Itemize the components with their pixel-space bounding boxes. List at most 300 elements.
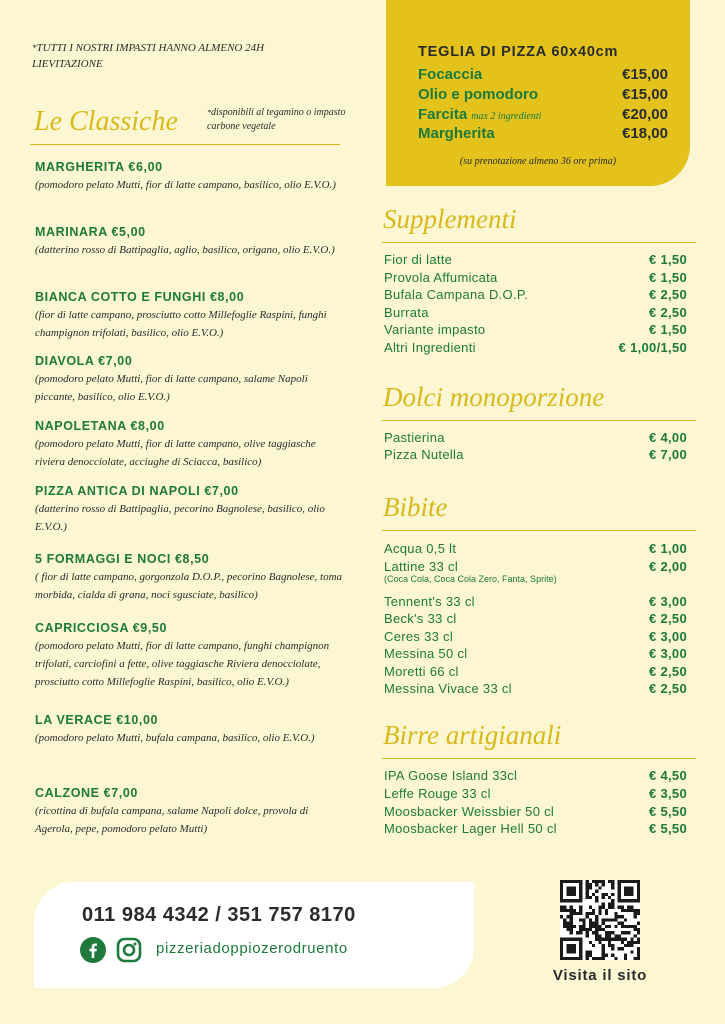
qr-module bbox=[611, 918, 614, 921]
item-name: Burrata bbox=[384, 305, 429, 320]
bibite-item bbox=[384, 629, 687, 647]
bibite-item bbox=[384, 664, 687, 682]
qr-module bbox=[598, 957, 601, 960]
dolci-item bbox=[384, 447, 687, 465]
qr-module bbox=[579, 928, 582, 931]
qr-module bbox=[598, 909, 601, 912]
qr-module bbox=[573, 925, 576, 928]
qr-module bbox=[611, 947, 614, 950]
teglia-item-note: max 2 ingredienti bbox=[471, 111, 542, 122]
qr-module bbox=[589, 912, 592, 915]
qr-module bbox=[611, 883, 614, 886]
qr-module bbox=[595, 938, 598, 941]
qr-module bbox=[634, 957, 637, 960]
qr-module bbox=[637, 957, 640, 960]
qr-module bbox=[602, 918, 605, 921]
qr-module bbox=[608, 931, 611, 934]
qr-module bbox=[586, 950, 589, 953]
item-price: € 5,50 bbox=[649, 804, 687, 819]
qr-module bbox=[589, 928, 592, 931]
qr-module bbox=[570, 928, 573, 931]
teglia-title: TEGLIA DI PIZZA 60x40cm bbox=[418, 44, 619, 60]
qr-module bbox=[618, 906, 621, 909]
qr-module bbox=[595, 957, 598, 960]
qr-module bbox=[614, 915, 617, 918]
qr-module bbox=[582, 925, 585, 928]
qr-module bbox=[614, 912, 617, 915]
pizza-item bbox=[35, 225, 345, 259]
qr-module bbox=[608, 938, 611, 941]
item-name: Tennent's 33 cl bbox=[384, 594, 475, 609]
qr-module bbox=[563, 906, 566, 909]
pizza-name: CALZONE €7,00 bbox=[35, 786, 138, 800]
qr-module bbox=[605, 909, 608, 912]
contact-box bbox=[34, 882, 474, 988]
qr-module bbox=[566, 915, 569, 918]
qr-module bbox=[592, 944, 595, 947]
item-name: Fior di latte bbox=[384, 252, 453, 267]
qr-module bbox=[586, 928, 589, 931]
qr-module bbox=[570, 906, 573, 909]
qr-module bbox=[602, 883, 605, 886]
teglia-item bbox=[418, 66, 668, 86]
qr-module bbox=[637, 931, 640, 934]
qr-module bbox=[598, 880, 601, 883]
qr-module bbox=[634, 934, 637, 937]
teglia-item-name: Focaccia bbox=[418, 66, 483, 83]
qr-module bbox=[586, 931, 589, 934]
item-price: € 4,00 bbox=[649, 430, 687, 445]
qr-module bbox=[621, 938, 624, 941]
teglia-box bbox=[386, 0, 690, 186]
teglia-item-name: Olio e pomodoro bbox=[418, 86, 538, 103]
item-name: Bufala Campana D.O.P. bbox=[384, 287, 529, 302]
qr-module bbox=[621, 909, 624, 912]
qr-module bbox=[611, 931, 614, 934]
qr-module bbox=[579, 925, 582, 928]
qr-module bbox=[608, 902, 611, 905]
facebook-icon[interactable] bbox=[80, 937, 106, 963]
qr-module bbox=[602, 896, 605, 899]
classiche-divider bbox=[30, 144, 340, 145]
qr-module bbox=[586, 880, 589, 883]
qr-module bbox=[605, 931, 608, 934]
qr-module bbox=[630, 925, 633, 928]
qr-module bbox=[602, 928, 605, 931]
qr-module bbox=[634, 928, 637, 931]
teglia-item-price: €18,00 bbox=[622, 125, 668, 142]
qr-module bbox=[595, 899, 598, 902]
qr-module bbox=[637, 954, 640, 957]
phone-numbers[interactable]: 011 984 4342 / 351 757 8170 bbox=[82, 904, 356, 926]
qr-module bbox=[563, 925, 566, 928]
qr-module bbox=[586, 896, 589, 899]
item-price: € 2,00 bbox=[649, 559, 687, 574]
item-price: € 3,00 bbox=[649, 594, 687, 609]
qr-module bbox=[611, 954, 614, 957]
classiche-title: Le Classiche bbox=[34, 106, 178, 137]
item-price: € 2,50 bbox=[649, 287, 687, 302]
item-name: Provola Affumicata bbox=[384, 270, 498, 285]
qr-module bbox=[611, 893, 614, 896]
qr-module bbox=[586, 957, 589, 960]
lattine-flavours: (Coca Cola, Coca Cola Zero, Fanta, Sprite) bbox=[384, 574, 557, 584]
dolci-title: Dolci monoporzione bbox=[383, 382, 605, 412]
qr-module bbox=[624, 909, 627, 912]
social-handle[interactable]: pizzeriadoppiozerodruento bbox=[156, 940, 348, 957]
item-name: Acqua 0,5 lt bbox=[384, 541, 457, 556]
supplementi-title: Supplementi bbox=[383, 204, 517, 234]
pizza-item bbox=[35, 354, 345, 406]
qr-module bbox=[592, 925, 595, 928]
qr-module bbox=[605, 918, 608, 921]
qr-module bbox=[573, 909, 576, 912]
item-name: Moretti 66 cl bbox=[384, 664, 459, 679]
qr-module bbox=[624, 938, 627, 941]
qr-module bbox=[618, 922, 621, 925]
qr-module bbox=[630, 909, 633, 912]
qr-module bbox=[627, 941, 630, 944]
qr-module bbox=[566, 925, 569, 928]
item-name: Variante impasto bbox=[384, 322, 486, 337]
dough-note-text: TUTTI I NOSTRI IMPASTI HANNO ALMENO 24H LIEVITAZIONE bbox=[32, 42, 265, 70]
qr-module bbox=[570, 909, 573, 912]
qr-module bbox=[618, 947, 621, 950]
qr-module bbox=[589, 925, 592, 928]
classiche-note-star: * bbox=[207, 108, 211, 117]
qr-module bbox=[566, 944, 576, 954]
qr-module bbox=[595, 883, 598, 886]
qr-module bbox=[634, 912, 637, 915]
qr-module bbox=[624, 925, 627, 928]
qr-module bbox=[608, 925, 611, 928]
qr-module bbox=[624, 931, 627, 934]
qr-module bbox=[602, 902, 605, 905]
qr-module bbox=[598, 925, 601, 928]
pizza-description: (fior di latte campano, prosciutto cotto Millefoglie Raspini, funghi champignon trifolati, basilico, olio E.V.O.) bbox=[35, 309, 327, 339]
qr-module bbox=[589, 950, 592, 953]
qr-module bbox=[586, 954, 589, 957]
pizza-item bbox=[35, 160, 345, 194]
qr-module bbox=[602, 880, 605, 883]
item-name: IPA Goose Island 33cl bbox=[384, 768, 518, 783]
supplementi-item bbox=[384, 322, 687, 340]
bibite-item bbox=[384, 594, 687, 612]
qr-module bbox=[637, 950, 640, 953]
qr-module bbox=[608, 944, 611, 947]
qr-module bbox=[579, 909, 582, 912]
qr-module bbox=[627, 909, 630, 912]
qr-module bbox=[595, 896, 598, 899]
qr-module bbox=[595, 915, 598, 918]
item-price: € 1,50 bbox=[649, 270, 687, 285]
qr-module bbox=[563, 922, 566, 925]
qr-module bbox=[630, 944, 633, 947]
teglia-item-price: €20,00 bbox=[622, 106, 668, 123]
qr-module bbox=[621, 922, 624, 925]
qr-module bbox=[602, 950, 605, 953]
item-name: Lattine 33 cl bbox=[384, 559, 459, 574]
qr-module bbox=[602, 906, 605, 909]
qr-module bbox=[605, 934, 608, 937]
qr-module bbox=[627, 944, 630, 947]
qr-module bbox=[563, 909, 566, 912]
item-price: € 7,00 bbox=[649, 447, 687, 462]
item-price: € 1,50 bbox=[649, 322, 687, 337]
qr-module bbox=[589, 906, 592, 909]
dolci-divider bbox=[382, 420, 696, 421]
qr-module bbox=[611, 880, 614, 883]
teglia-note: (su prenotazione almeno 36 ore prima) bbox=[459, 156, 617, 167]
pizza-item bbox=[35, 621, 345, 691]
qr-module bbox=[592, 880, 595, 883]
qr-module bbox=[621, 941, 624, 944]
birre-item bbox=[384, 786, 687, 804]
qr-module bbox=[618, 915, 621, 918]
qr-module bbox=[586, 893, 589, 896]
qr-module bbox=[621, 947, 624, 950]
qr-module bbox=[608, 941, 611, 944]
qr-module bbox=[598, 928, 601, 931]
qr-module bbox=[595, 880, 598, 883]
pizza-item bbox=[35, 552, 345, 604]
item-price: € 2,50 bbox=[649, 305, 687, 320]
qr-module bbox=[637, 909, 640, 912]
item-price: € 4,50 bbox=[649, 768, 687, 783]
item-price: € 2,50 bbox=[649, 664, 687, 679]
qr-module bbox=[630, 938, 633, 941]
birre-item bbox=[384, 768, 687, 786]
pizza-description: (pomodoro pelato Mutti, fior di latte campano, olive taggiasche riviera denocciolate, acciughe di Sciacca, basilico) bbox=[35, 438, 316, 468]
qr-module bbox=[608, 880, 611, 883]
qr-module bbox=[598, 938, 601, 941]
qr-module bbox=[595, 928, 598, 931]
pizza-description: (pomodoro pelato Mutti, fior di latte campano, salame Napoli piccante, basilico, olio E.V.O.) bbox=[35, 373, 308, 403]
qr-module bbox=[598, 906, 601, 909]
qr-module bbox=[595, 934, 598, 937]
teglia-item-price: €15,00 bbox=[622, 66, 668, 83]
pizza-name: PIZZA ANTICA DI NAPOLI €7,00 bbox=[35, 484, 239, 498]
pizza-name: NAPOLETANA €8,00 bbox=[35, 419, 165, 433]
qr-module bbox=[634, 925, 637, 928]
bibite-item bbox=[384, 541, 687, 559]
qr-module bbox=[570, 915, 573, 918]
qr-module bbox=[611, 902, 614, 905]
pizza-name: MARINARA €5,00 bbox=[35, 225, 146, 239]
qr-module bbox=[582, 918, 585, 921]
item-price: € 3,00 bbox=[649, 646, 687, 661]
pizza-description: (pomodoro pelato Mutti, bufala campana, basilico, olio E.V.O.) bbox=[35, 732, 315, 744]
qr-module bbox=[589, 886, 592, 889]
qr-module bbox=[630, 950, 633, 953]
bibite-item bbox=[384, 611, 687, 629]
bibite-divider bbox=[382, 530, 696, 531]
qr-module bbox=[595, 922, 598, 925]
qr-module bbox=[602, 947, 605, 950]
qr-module bbox=[589, 883, 592, 886]
qr-module bbox=[614, 934, 617, 937]
qr-module bbox=[602, 938, 605, 941]
qr-module bbox=[573, 912, 576, 915]
item-price: € 3,50 bbox=[649, 786, 687, 801]
qr-module bbox=[589, 896, 592, 899]
pizza-item bbox=[35, 484, 345, 536]
qr-module bbox=[579, 906, 582, 909]
bibite-title: Bibite bbox=[383, 492, 448, 522]
qr-module bbox=[570, 912, 573, 915]
qr-module bbox=[608, 934, 611, 937]
instagram-icon[interactable] bbox=[116, 937, 142, 963]
qr-module bbox=[566, 928, 569, 931]
qr-module bbox=[602, 944, 605, 947]
qr-module bbox=[611, 899, 614, 902]
pizza-description: (ricottina di bufala campana, salame Napoli dolce, provola di Agerola, pepe, pomodoro pelato Mutti) bbox=[35, 805, 309, 835]
qr-module bbox=[589, 918, 592, 921]
qr-module bbox=[595, 925, 598, 928]
qr-module bbox=[608, 918, 611, 921]
qr-module bbox=[570, 931, 573, 934]
qr-module bbox=[627, 906, 630, 909]
item-price: € 2,50 bbox=[649, 681, 687, 696]
qr-module bbox=[637, 912, 640, 915]
qr-module bbox=[637, 938, 640, 941]
qr-module bbox=[611, 944, 614, 947]
qr-module bbox=[624, 954, 627, 957]
qr-module bbox=[582, 928, 585, 931]
qr-module bbox=[592, 893, 595, 896]
pizza-description: (datterino rosso di Battipaglia, pecorino Bagnolese, basilico, olio E.V.O.) bbox=[35, 503, 325, 533]
item-name: Moosbacker Weissbier 50 cl bbox=[384, 804, 555, 819]
teglia-item bbox=[418, 86, 668, 106]
qr-module bbox=[586, 883, 589, 886]
qr-module bbox=[602, 922, 605, 925]
pizza-description: (pomodoro pelato Mutti, fior di latte campano, funghi champignon trifolati, carciofini a fette, olive taggiasche Riviera denocciolate, prosciutto cotto Millefoglie Raspini, basilico, olio E.V.O.) bbox=[35, 640, 330, 688]
qr-module bbox=[563, 918, 566, 921]
qr-module bbox=[614, 957, 617, 960]
qr-module bbox=[560, 909, 563, 912]
qr-module bbox=[605, 912, 608, 915]
qr-module bbox=[576, 931, 579, 934]
supplementi-item bbox=[384, 305, 687, 323]
qr-module bbox=[589, 954, 592, 957]
item-price: € 1,50 bbox=[649, 252, 687, 267]
classiche-note-text: disponibili al tegamino o impasto carbone vegetale bbox=[207, 107, 346, 132]
qr-module bbox=[566, 886, 576, 896]
qr-module bbox=[560, 915, 563, 918]
birre-divider bbox=[382, 758, 696, 759]
qr-module bbox=[589, 922, 592, 925]
qr-module bbox=[618, 934, 621, 937]
birre-title: Birre artigianali bbox=[383, 720, 562, 750]
qr-module bbox=[560, 906, 563, 909]
qr-module bbox=[627, 925, 630, 928]
qr-module bbox=[605, 938, 608, 941]
classiche-note bbox=[207, 106, 357, 134]
qr-module bbox=[637, 941, 640, 944]
qr-module bbox=[586, 934, 589, 937]
item-name: Pastierina bbox=[384, 430, 445, 445]
supplementi-item bbox=[384, 252, 687, 270]
qr-module bbox=[566, 922, 569, 925]
qr-module bbox=[624, 918, 627, 921]
qr-module bbox=[586, 912, 589, 915]
pizza-name: LA VERACE €10,00 bbox=[35, 713, 159, 727]
pizza-item bbox=[35, 786, 345, 838]
item-price: € 3,00 bbox=[649, 629, 687, 644]
pizza-name: 5 FORMAGGI E NOCI €8,50 bbox=[35, 552, 210, 566]
item-price: € 2,50 bbox=[649, 611, 687, 626]
qr-module bbox=[608, 896, 611, 899]
qr-module bbox=[611, 906, 614, 909]
qr-module bbox=[602, 954, 605, 957]
qr-module bbox=[598, 941, 601, 944]
qr-module bbox=[592, 912, 595, 915]
item-price: € 1,00/1,50 bbox=[618, 340, 687, 355]
qr-module bbox=[605, 954, 608, 957]
qr-module bbox=[634, 941, 637, 944]
teglia-item bbox=[418, 106, 668, 126]
qr-module bbox=[614, 918, 617, 921]
birre-item bbox=[384, 804, 687, 822]
qr-module bbox=[614, 938, 617, 941]
qr-module bbox=[624, 944, 627, 947]
qr-module bbox=[579, 912, 582, 915]
item-name: Altri Ingredienti bbox=[384, 340, 476, 355]
qr-module bbox=[634, 915, 637, 918]
qr-module bbox=[621, 915, 624, 918]
qr-module bbox=[570, 918, 573, 921]
pizza-description: (datterino rosso di Battipaglia, aglio, basilico, origano, olio E.V.O.) bbox=[35, 244, 335, 256]
qr-module bbox=[566, 909, 569, 912]
qr-module bbox=[570, 925, 573, 928]
qr-module bbox=[592, 957, 595, 960]
qr-module bbox=[614, 925, 617, 928]
qr-code-icon[interactable] bbox=[560, 880, 640, 960]
pizza-name: CAPRICCIOSA €9,50 bbox=[35, 621, 167, 635]
qr-module bbox=[611, 886, 614, 889]
supplementi-item bbox=[384, 270, 687, 288]
qr-module bbox=[624, 886, 634, 896]
qr-module bbox=[598, 886, 601, 889]
visit-site-label[interactable]: Visita il sito bbox=[552, 967, 648, 984]
pizza-name: MARGHERITA €6,00 bbox=[35, 160, 163, 174]
item-name: Messina 50 cl bbox=[384, 646, 468, 661]
pizza-item bbox=[35, 713, 345, 747]
qr-module bbox=[621, 925, 624, 928]
qr-module bbox=[586, 890, 589, 893]
qr-module bbox=[618, 938, 621, 941]
qr-module bbox=[634, 909, 637, 912]
qr-module bbox=[579, 918, 582, 921]
item-name: Moosbacker Lager Hell 50 cl bbox=[384, 821, 557, 836]
pizza-name: BIANCA COTTO E FUNGHI €8,00 bbox=[35, 290, 245, 304]
item-price: € 5,50 bbox=[649, 821, 687, 836]
qr-module bbox=[582, 922, 585, 925]
qr-module bbox=[605, 893, 608, 896]
qr-module bbox=[637, 922, 640, 925]
qr-module bbox=[592, 922, 595, 925]
qr-module bbox=[586, 915, 589, 918]
qr-module bbox=[595, 890, 598, 893]
qr-module bbox=[621, 906, 624, 909]
qr-module bbox=[630, 906, 633, 909]
qr-module bbox=[630, 941, 633, 944]
pizza-description: (pomodoro pelato Mutti, fior di latte campano, basilico, olio E.V.O.) bbox=[35, 179, 336, 191]
dolci-item bbox=[384, 430, 687, 448]
supplementi-item bbox=[384, 340, 687, 358]
qr-module bbox=[570, 922, 573, 925]
qr-module bbox=[605, 925, 608, 928]
